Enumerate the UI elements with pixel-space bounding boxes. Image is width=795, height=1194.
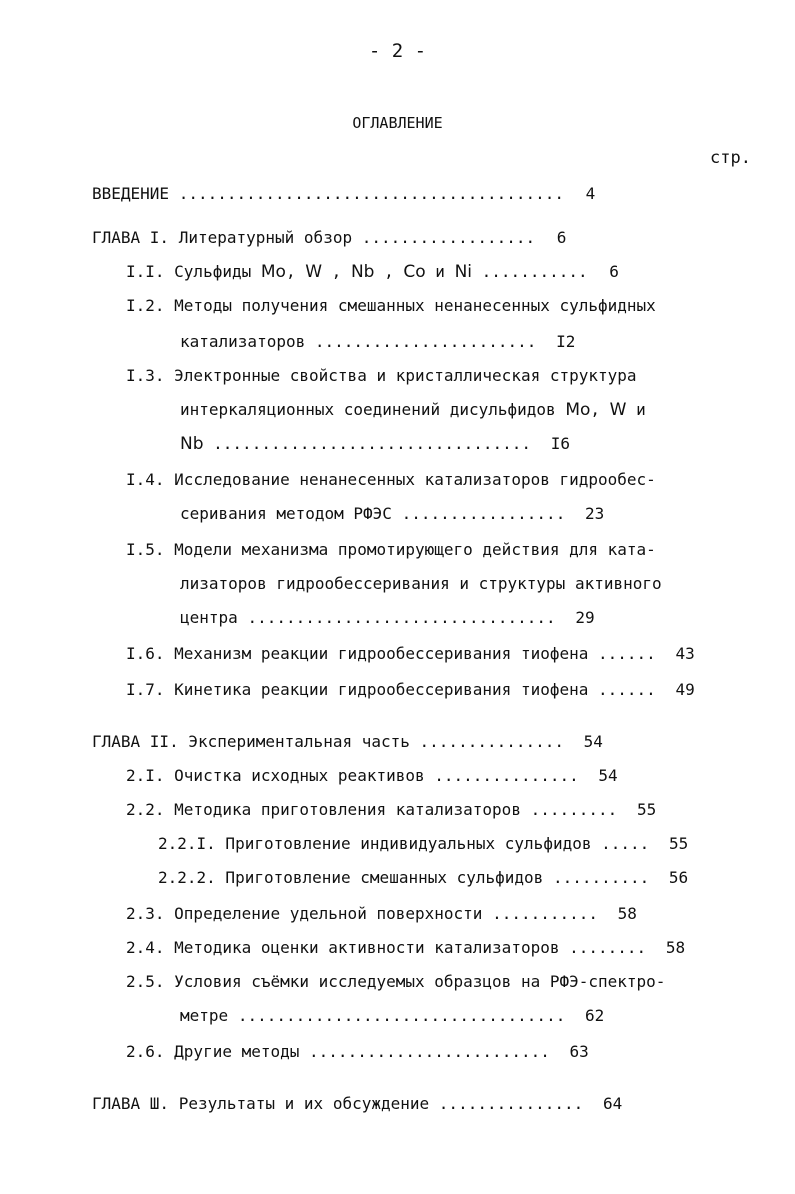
toc-page-number: 49 [675, 680, 695, 699]
toc-page-number: 54 [598, 766, 618, 785]
toc-page-number: 64 [602, 1094, 623, 1113]
toc-entry-1-5-line1[interactable] [126, 540, 656, 560]
toc-entry-text: 2.I. Очистка исходных реактивов [126, 766, 425, 785]
toc-entry-text: I.6. Механизм реакции гидрообессеривания тиофена [126, 644, 589, 663]
toc-entry-1-3-line2[interactable]: интеркаляционных соединений дисульфидов Mo, W и [180, 400, 646, 420]
page-number: - 2 - [368, 40, 427, 62]
conjunction: и [636, 400, 646, 419]
toc-entry-text: I.7. Кинетика реакции гидрообессеривания тиофена [126, 680, 589, 699]
toc-page-number: I6 [550, 434, 570, 453]
toc-entry-2-3[interactable] [126, 904, 637, 924]
toc-entry-chapter-3[interactable] [92, 1094, 622, 1114]
toc-entry-text: 2.6. Другие методы [126, 1042, 300, 1061]
toc-entry-text: ВВЕДЕНИЕ [92, 184, 170, 203]
toc-entry-2-5-line2[interactable] [180, 1006, 604, 1026]
toc-title: ОГЛАВЛЕНИЕ [352, 114, 443, 132]
toc-leader-dots: ........ [569, 938, 647, 957]
toc-entry-2-1[interactable] [126, 766, 618, 786]
toc-leader-dots: ........... [481, 262, 588, 281]
toc-entry-text: серивания методом РФЭС [180, 504, 392, 523]
toc-leader-dots: ..... [601, 834, 650, 853]
toc-leader-dots: ...... [598, 644, 656, 663]
toc-entry-text: 2.5. Условия съёмки исследуемых образцов на РФЭ-спектро- [126, 972, 666, 991]
element-w: W [609, 400, 627, 420]
toc-page-number: I2 [556, 332, 576, 351]
element-nb: Nb [180, 434, 204, 454]
toc-page-number: 58 [665, 938, 686, 957]
toc-page-number: 29 [575, 608, 595, 627]
toc-entry-2-5-line1[interactable] [126, 972, 665, 992]
toc-page-number: 6 [609, 262, 619, 281]
element-mo: Mo [565, 400, 591, 420]
toc-entry-text: 2.3. Определение удельной поверхности [126, 904, 483, 923]
toc-leader-dots: ......................... [309, 1042, 550, 1061]
toc-entry-text: интеркаляционных соединений дисульфидов [180, 400, 556, 419]
toc-entry-1-5-line3[interactable] [180, 608, 595, 628]
toc-entry-text: ГЛАВА II. Экспериментальная часть [92, 732, 410, 751]
toc-page-number: 58 [617, 904, 637, 923]
toc-leader-dots: ......... [530, 800, 618, 819]
toc-entry-text: метре [180, 1006, 229, 1025]
toc-leader-dots: ................................. [213, 434, 532, 453]
conjunction: и [435, 262, 445, 281]
toc-entry-1-4-line1[interactable] [126, 470, 656, 490]
toc-entry-1-3-line1[interactable] [126, 366, 637, 386]
toc-entry-text: 2.2.2. Приготовление смешанных сульфидов [158, 868, 544, 887]
toc-leader-dots: ............... [438, 1094, 584, 1113]
toc-entry-2-2-1[interactable] [158, 834, 688, 854]
toc-leader-dots: .......... [552, 868, 650, 887]
toc-entry-text: лизаторов гидрообессеривания и структуры активного [180, 574, 662, 593]
toc-leader-dots: .................. [361, 228, 536, 247]
page-column-label: стр. [710, 148, 751, 168]
toc-entry-2-6[interactable] [126, 1042, 589, 1062]
toc-entry-1-1[interactable]: I.I. Сульфиды Mo, W , Nb , Co и Ni ........... 6 [126, 262, 619, 282]
toc-entry-intro[interactable] [92, 184, 595, 204]
toc-entry-2-4[interactable] [126, 938, 685, 958]
element-co: Co [403, 262, 426, 282]
toc-entry-text: ГЛАВА I. Литературный обзор [92, 228, 353, 247]
toc-entry-text: центра [180, 608, 238, 627]
toc-entry-text: I.3. Электронные свойства и кристаллическая структура [126, 366, 637, 385]
toc-entry-text: 2.2.I. Приготовление индивидуальных сульфидов [158, 834, 592, 853]
toc-entry-1-7[interactable] [126, 680, 695, 700]
toc-entry-text: I.5. Модели механизма промотирующего действия для ката- [126, 540, 656, 559]
toc-entry-1-2-line1[interactable] [126, 296, 656, 316]
toc-entry-text: 2.4. Методика оценки активности катализаторов [126, 938, 560, 957]
toc-entry-1-5-line2[interactable] [180, 574, 662, 594]
toc-leader-dots: ....................... [314, 332, 537, 351]
toc-leader-dots: ........... [492, 904, 599, 923]
toc-leader-dots: ........................................ [178, 184, 565, 203]
toc-entry-1-3-line3[interactable] [180, 434, 570, 454]
toc-entry-text: I.I. Сульфиды [126, 262, 252, 281]
element-mo: Mo [260, 262, 286, 282]
toc-page-number: 23 [584, 504, 605, 523]
toc-leader-dots: ................. [401, 504, 566, 523]
toc-page-number: 63 [569, 1042, 589, 1061]
toc-entry-text: I.4. Исследование ненанесенных катализаторов гидрообес- [126, 470, 656, 489]
toc-entry-text: I.2. Методы получения смешанных ненанесенных сульфидных [126, 296, 656, 315]
toc-page-number: 56 [668, 868, 689, 887]
toc-leader-dots: ............... [419, 732, 565, 751]
toc-entry-2-2-2[interactable] [158, 868, 688, 888]
toc-entry-1-4-line2[interactable] [180, 504, 604, 524]
toc-entry-chapter-1[interactable] [92, 228, 566, 248]
toc-page-number: 55 [668, 834, 689, 853]
toc-leader-dots: ................................ [247, 608, 556, 627]
toc-page-number: 6 [556, 228, 567, 247]
toc-entry-1-2-line2[interactable] [180, 332, 575, 352]
toc-leader-dots: ............... [434, 766, 579, 785]
toc-entry-1-6[interactable] [126, 644, 695, 664]
element-w: W [305, 262, 323, 282]
toc-leader-dots: .................................. [237, 1006, 566, 1025]
toc-entry-chapter-2[interactable] [92, 732, 603, 752]
toc-leader-dots: ...... [598, 680, 656, 699]
toc-entry-text: катализаторов [180, 332, 306, 351]
toc-entry-text: ГЛАВА Ш. Результаты и их обсуждение [92, 1094, 430, 1113]
toc-page-number: 4 [585, 184, 596, 203]
toc-page-number: 55 [636, 800, 657, 819]
toc-page-number: 54 [583, 732, 603, 751]
toc-entry-2-2[interactable] [126, 800, 656, 820]
element-ni: Ni [454, 262, 473, 282]
toc-page-number: 43 [675, 644, 695, 663]
toc-entry-text: 2.2. Методика приготовления катализаторов [126, 800, 521, 819]
element-nb: Nb [350, 262, 375, 282]
toc-page-number: 62 [584, 1006, 605, 1025]
